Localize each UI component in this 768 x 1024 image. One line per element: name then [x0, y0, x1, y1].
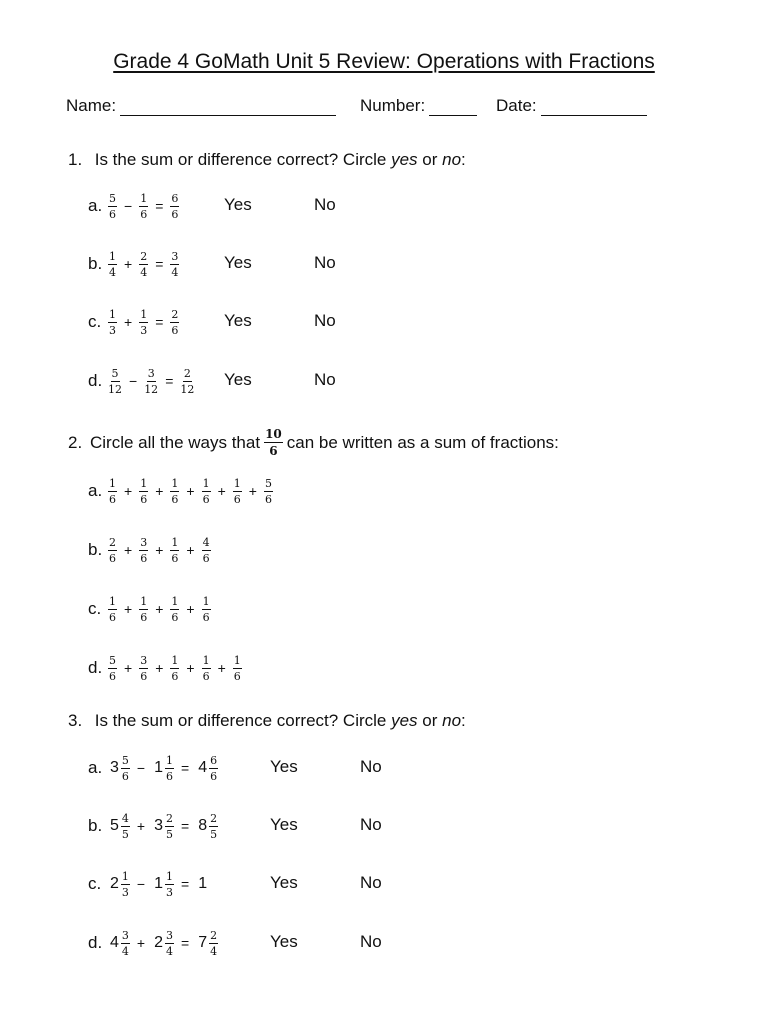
item-label: a.: [88, 481, 103, 500]
numerator: 1: [171, 535, 179, 549]
denominator: 4: [109, 265, 116, 279]
denominator: 6: [171, 669, 179, 683]
no-choice[interactable]: No: [360, 873, 382, 892]
plus-sign: +: [155, 542, 164, 558]
denominator: 6: [269, 444, 278, 458]
whole-number: 3: [154, 817, 163, 834]
no-choice[interactable]: No: [360, 757, 382, 776]
denominator: 6: [171, 492, 179, 506]
mixed-number-item: [88, 923, 220, 963]
equals-sign: =: [181, 876, 190, 892]
colon: :: [461, 150, 466, 169]
fraction: [170, 309, 179, 336]
fraction: [165, 930, 174, 957]
fraction: [121, 813, 130, 840]
question-3-heading: [68, 711, 466, 731]
heading-fraction: [264, 428, 283, 457]
fraction: [108, 596, 117, 623]
fraction: [108, 193, 117, 220]
denominator: 4: [171, 265, 179, 279]
item-label: a.: [88, 758, 103, 777]
denominator: 6: [140, 207, 148, 221]
fraction: [144, 368, 158, 395]
whole-number: 1: [154, 875, 163, 892]
denominator: 5: [210, 827, 218, 841]
fraction: [121, 930, 130, 957]
denominator: 6: [140, 551, 148, 565]
plus-sign: +: [186, 483, 195, 499]
numerator: 2: [166, 811, 173, 825]
denominator: 6: [210, 769, 218, 783]
plus-sign: +: [155, 660, 164, 676]
date-line[interactable]: [541, 97, 647, 116]
denominator: 6: [166, 769, 173, 783]
whole-number: 5: [110, 817, 119, 834]
fraction: [170, 537, 179, 564]
operator: −: [136, 876, 146, 892]
numerator: 1: [202, 653, 210, 667]
fraction: [170, 655, 179, 682]
fraction: [139, 193, 148, 220]
numerator: 6: [171, 191, 179, 205]
fraction: [108, 309, 117, 336]
denominator: 6: [264, 492, 272, 506]
equation-item: [88, 244, 181, 284]
fraction-sum-option[interactable]: [88, 589, 213, 629]
whole-number: 8: [198, 817, 208, 834]
item-label: d.: [88, 933, 103, 952]
fraction: [202, 655, 211, 682]
colon: :: [461, 711, 466, 730]
question-number: 1.: [68, 150, 83, 169]
question-text: Is the sum or difference correct? Circle: [94, 150, 392, 169]
fraction: [170, 596, 179, 623]
fraction: [209, 813, 218, 840]
item-label: a.: [88, 196, 103, 215]
fraction: [121, 755, 130, 782]
mixed-number-item: [88, 864, 207, 904]
name-line[interactable]: [120, 97, 336, 116]
numerator: 5: [121, 753, 129, 767]
question-number: 2.: [68, 432, 83, 452]
operator: −: [136, 760, 146, 776]
equation-item: [88, 302, 181, 342]
fraction: [165, 755, 174, 782]
fraction: [202, 478, 211, 505]
numerator: 5: [264, 476, 272, 490]
fraction: [139, 309, 148, 336]
fraction: [108, 537, 117, 564]
numerator: 1: [140, 476, 148, 490]
whole-number: 4: [198, 759, 208, 776]
numerator: 2: [183, 366, 191, 380]
no-choice[interactable]: No: [314, 311, 336, 330]
yes-choice[interactable]: Yes: [270, 932, 298, 951]
yes-choice[interactable]: Yes: [270, 815, 298, 834]
numerator: 1: [121, 869, 129, 883]
operator: −: [124, 198, 133, 214]
denominator: 6: [202, 492, 210, 506]
equation-item: [88, 361, 196, 401]
denominator: 6: [171, 207, 179, 221]
fraction: [233, 655, 242, 682]
denominator: 6: [233, 492, 241, 506]
denominator: 3: [121, 885, 129, 899]
numerator: 1: [140, 191, 148, 205]
plus-sign: +: [124, 601, 133, 617]
equals-sign: =: [165, 373, 174, 389]
denominator: 6: [109, 551, 116, 565]
denominator: 6: [109, 492, 116, 506]
numerator: 1: [166, 753, 173, 767]
yes-choice[interactable]: Yes: [224, 195, 252, 214]
numerator: 3: [166, 928, 173, 942]
question-text-end: can be written as a sum of fractions:: [286, 432, 559, 452]
item-label: d.: [88, 658, 103, 677]
denominator: 12: [144, 382, 159, 396]
number-field[interactable]: [360, 96, 477, 116]
plus-sign: +: [124, 542, 133, 558]
plus-sign: +: [155, 483, 164, 499]
numerator: 4: [121, 811, 129, 825]
question-2-heading: [68, 428, 559, 457]
numerator: 1: [171, 594, 179, 608]
denominator: 3: [109, 323, 116, 337]
fraction: [108, 368, 122, 395]
denominator: 6: [171, 610, 179, 624]
fraction: [264, 478, 273, 505]
yes-choice[interactable]: Yes: [224, 253, 252, 272]
numerator: 3: [171, 249, 179, 263]
numerator: 2: [140, 249, 148, 263]
item-label: c.: [88, 312, 102, 331]
fraction: [108, 478, 117, 505]
numerator: 1: [233, 653, 241, 667]
fraction: [170, 251, 179, 278]
number-label: Number:: [360, 96, 426, 115]
fraction: [170, 193, 179, 220]
fraction: [202, 596, 211, 623]
numerator: 1: [171, 653, 179, 667]
denominator: 5: [166, 827, 173, 841]
yes-choice[interactable]: Yes: [270, 757, 298, 776]
or-word: or: [417, 711, 443, 730]
operator: +: [136, 935, 146, 951]
numerator: 2: [109, 535, 116, 549]
equals-sign: =: [155, 314, 164, 330]
numerator: 1: [202, 594, 210, 608]
question-number: 3.: [68, 711, 83, 730]
fraction: [139, 537, 148, 564]
denominator: 6: [109, 207, 116, 221]
no-choice[interactable]: No: [360, 932, 382, 951]
numerator: 3: [140, 653, 148, 667]
question-1-heading: [68, 150, 466, 170]
no-choice[interactable]: No: [360, 815, 382, 834]
denominator: 6: [109, 610, 116, 624]
operator: +: [136, 818, 146, 834]
fraction: [165, 871, 174, 898]
denominator: 12: [180, 382, 195, 396]
denominator: 6: [109, 669, 116, 683]
fraction: [139, 655, 148, 682]
operator: −: [129, 373, 138, 389]
whole-number: 3: [110, 759, 119, 776]
plus-sign: +: [217, 483, 226, 499]
numerator: 2: [210, 928, 218, 942]
numerator: 1: [109, 307, 116, 321]
plus-sign: +: [155, 601, 164, 617]
numerator: 3: [147, 366, 155, 380]
fraction: [209, 930, 218, 957]
equals-sign: =: [181, 935, 190, 951]
yes-choice[interactable]: Yes: [224, 311, 252, 330]
fraction: [209, 755, 218, 782]
name-field[interactable]: [66, 96, 336, 116]
fraction-sum-option[interactable]: [88, 530, 213, 570]
numerator: 4: [202, 535, 210, 549]
denominator: 6: [202, 669, 210, 683]
mixed-number-item: [88, 806, 220, 846]
denominator: 6: [121, 769, 129, 783]
denominator: 6: [140, 492, 148, 506]
denominator: 3: [140, 323, 148, 337]
fraction: [170, 478, 179, 505]
equals-sign: =: [181, 818, 190, 834]
denominator: 4: [210, 944, 218, 958]
no-choice[interactable]: No: [314, 370, 336, 389]
numerator: 1: [109, 249, 116, 263]
denominator: 4: [140, 265, 148, 279]
plus-sign: +: [248, 483, 257, 499]
denominator: 6: [202, 610, 210, 624]
plus-sign: +: [217, 660, 226, 676]
denominator: 4: [121, 944, 129, 958]
numerator: 1: [140, 307, 148, 321]
operator: +: [124, 314, 133, 330]
fraction-sum-option[interactable]: [88, 648, 244, 688]
mixed-number-item: [88, 748, 220, 788]
yes-choice[interactable]: Yes: [270, 873, 298, 892]
plus-sign: +: [186, 542, 195, 558]
numerator: 1: [233, 476, 241, 490]
whole-number: 4: [110, 934, 119, 951]
numerator: 1: [202, 476, 210, 490]
question-text: Circle all the ways that: [90, 432, 261, 452]
numerator: 5: [109, 653, 116, 667]
fraction: [108, 655, 117, 682]
item-label: b.: [88, 816, 103, 835]
denominator: 3: [166, 885, 173, 899]
yes-word: yes: [391, 150, 418, 169]
yes-choice[interactable]: Yes: [224, 370, 252, 389]
fraction: [202, 537, 211, 564]
denominator: 5: [121, 827, 129, 841]
no-word: no: [442, 711, 462, 730]
worksheet-title: Grade 4 GoMath Unit 5 Review: Operations with Fractions: [113, 50, 655, 73]
numerator: 3: [121, 928, 129, 942]
plus-sign: +: [186, 601, 195, 617]
fraction: [121, 871, 130, 898]
denominator: 6: [171, 323, 179, 337]
numerator: 1: [166, 869, 173, 883]
yes-word: yes: [391, 711, 418, 730]
date-label: Date:: [496, 96, 537, 115]
item-label: d.: [88, 371, 103, 390]
operator: +: [124, 256, 133, 272]
equals-sign: =: [181, 760, 190, 776]
fraction-sum-option[interactable]: [88, 471, 275, 511]
equals-sign: =: [155, 198, 164, 214]
numerator: 1: [171, 476, 179, 490]
whole-number: 1: [154, 759, 163, 776]
fraction: [139, 478, 148, 505]
denominator: 12: [108, 382, 122, 396]
or-word: or: [417, 150, 443, 169]
numerator: 2: [171, 307, 179, 321]
equation-item: [88, 186, 181, 226]
fraction: [180, 368, 194, 395]
item-label: c.: [88, 599, 102, 618]
numerator: 5: [109, 191, 116, 205]
whole-number: 2: [110, 875, 119, 892]
fraction: [108, 251, 117, 278]
item-label: b.: [88, 254, 103, 273]
no-choice[interactable]: No: [314, 195, 336, 214]
question-text: Is the sum or difference correct? Circle: [94, 711, 392, 730]
denominator: 4: [166, 944, 173, 958]
equals-sign: =: [155, 256, 164, 272]
numerator: 1: [109, 594, 116, 608]
denominator: 6: [233, 669, 241, 683]
numerator: 1: [140, 594, 148, 608]
fraction: [165, 813, 174, 840]
item-label: b.: [88, 540, 103, 559]
denominator: 6: [140, 669, 148, 683]
denominator: 6: [171, 551, 179, 565]
denominator: 6: [140, 610, 148, 624]
fraction: [139, 596, 148, 623]
fraction: [139, 251, 148, 278]
numerator: 2: [210, 811, 218, 825]
numerator: 5: [111, 366, 119, 380]
plus-sign: +: [186, 660, 195, 676]
numerator: 10: [265, 427, 282, 441]
fraction: [233, 478, 242, 505]
numerator: 1: [109, 476, 116, 490]
whole-number: 7: [198, 934, 208, 951]
plus-sign: +: [124, 660, 133, 676]
name-label: Name:: [66, 96, 117, 115]
whole-number: 1: [198, 875, 208, 892]
item-label: c.: [88, 874, 102, 893]
numerator: 6: [210, 753, 218, 767]
date-field[interactable]: [496, 96, 647, 116]
no-choice[interactable]: No: [314, 253, 336, 272]
no-word: no: [442, 150, 462, 169]
number-line[interactable]: [429, 97, 477, 116]
denominator: 6: [202, 551, 210, 565]
plus-sign: +: [124, 483, 133, 499]
numerator: 3: [140, 535, 148, 549]
whole-number: 2: [154, 934, 163, 951]
